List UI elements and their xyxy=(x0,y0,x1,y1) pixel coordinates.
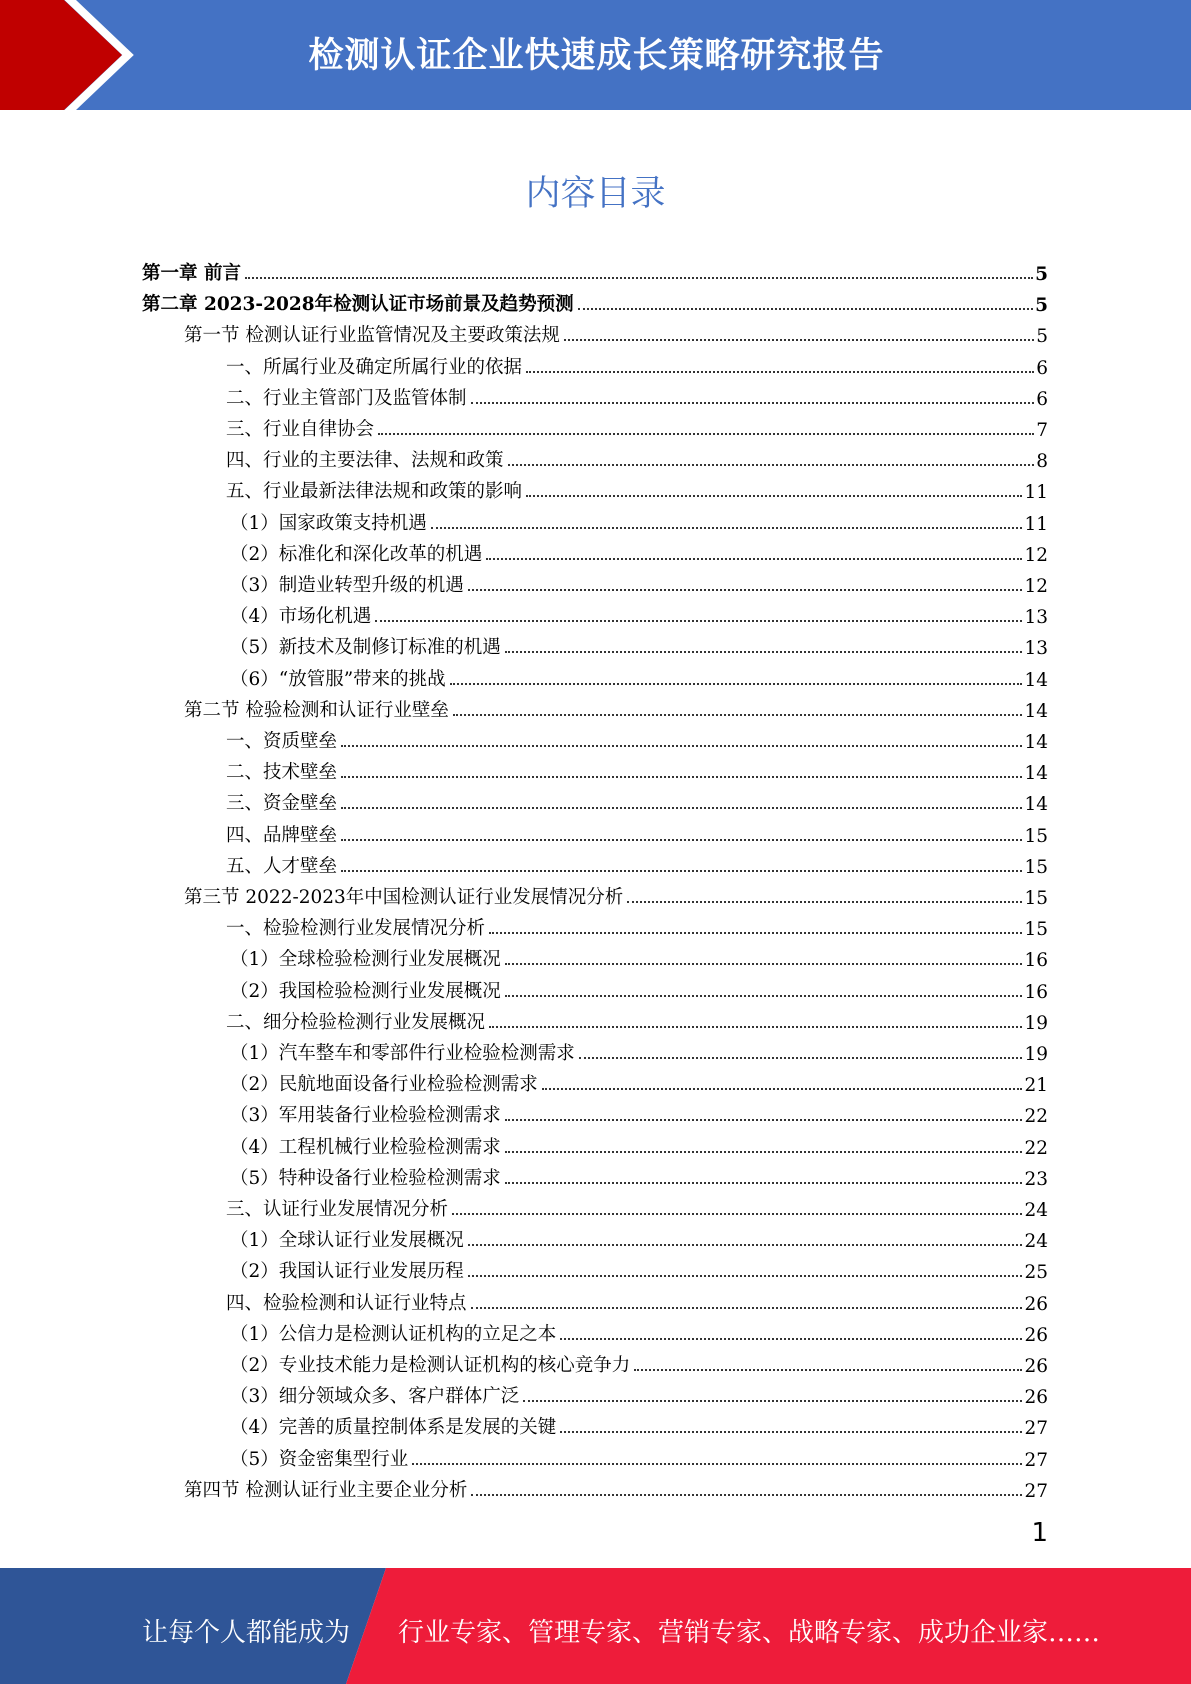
toc-leader-dots xyxy=(578,308,1034,310)
toc-entry[interactable] xyxy=(230,1128,1048,1159)
toc-entry[interactable] xyxy=(230,1096,1048,1127)
toc-leader-dots xyxy=(508,464,1035,466)
toc-entry[interactable] xyxy=(230,1440,1048,1471)
page-header xyxy=(0,0,1191,110)
toc-entry-label: 二、细分检验检测行业发展概况 xyxy=(226,1011,486,1033)
toc-entry[interactable] xyxy=(184,1471,1048,1502)
toc-entry[interactable] xyxy=(230,1065,1048,1096)
toc-leader-dots xyxy=(489,1026,1022,1028)
toc-entry[interactable] xyxy=(226,441,1048,472)
toc-entry-label: （3）军用装备行业检验检测需求 xyxy=(230,1105,501,1127)
toc-entry[interactable] xyxy=(230,628,1048,659)
toc-entry-label: 第一章 前言 xyxy=(142,263,241,284)
toc-entry-label: 四、品牌壁垒 xyxy=(226,824,338,846)
toc-entry-label: （1）国家政策支持机遇 xyxy=(230,512,427,534)
toc-entry-label: 三、认证行业发展情况分析 xyxy=(226,1199,449,1220)
toc-entry-page: 6 xyxy=(1036,388,1048,410)
toc-entry-page: 15 xyxy=(1024,919,1048,941)
toc-entry-label: （5）资金密集型行业 xyxy=(230,1448,409,1470)
toc-entry-page: 22 xyxy=(1024,1137,1048,1159)
report-title: 检测认证企业快速成长策略研究报告 xyxy=(308,36,885,76)
toc-entry-label: 四、检验检测和认证行业特点 xyxy=(226,1292,467,1314)
toc-entry-page: 14 xyxy=(1024,669,1048,691)
toc-entry-page: 16 xyxy=(1024,950,1048,972)
toc-entry-page: 14 xyxy=(1024,700,1048,722)
toc-entry-page: 5 xyxy=(1035,295,1048,317)
toc-leader-dots xyxy=(341,776,1022,778)
toc-entry-page: 12 xyxy=(1024,576,1048,597)
toc-leader-dots xyxy=(468,1244,1023,1246)
toc-leader-dots xyxy=(564,339,1034,341)
toc-entry[interactable] xyxy=(226,816,1048,847)
toc-entry-label: （5）特种设备行业检验检测需求 xyxy=(230,1167,501,1189)
toc-leader-dots xyxy=(471,1494,1022,1496)
toc-entry-page: 27 xyxy=(1024,1480,1048,1502)
toc-leader-dots xyxy=(560,1338,1022,1340)
toc-entry[interactable] xyxy=(184,316,1048,347)
toc-entry-label: （4）市场化机遇 xyxy=(230,606,372,628)
toc-leader-dots xyxy=(468,589,1023,591)
toc-entry[interactable] xyxy=(226,472,1048,503)
toc-entry-label: （5）新技术及制修订标准的机遇 xyxy=(230,637,501,659)
toc-leader-dots xyxy=(452,1213,1022,1215)
toc-leader-dots xyxy=(526,495,1022,497)
toc-leader-dots xyxy=(505,995,1023,997)
toc-entry-label: （1）全球认证行业发展概况 xyxy=(230,1230,464,1252)
toc-leader-dots xyxy=(523,1400,1022,1402)
toc-entry-page: 11 xyxy=(1024,513,1048,535)
toc-entry-label: （2）民航地面设备行业检验检测需求 xyxy=(230,1074,538,1096)
toc-entry[interactable] xyxy=(226,410,1048,441)
toc-entry[interactable] xyxy=(184,691,1048,722)
toc-entry-page: 8 xyxy=(1036,451,1048,473)
toc-leader-dots xyxy=(471,402,1035,404)
toc-entry-label: （3）制造业转型升级的机遇 xyxy=(230,575,464,596)
footer-slogan-right: 行业专家、管理专家、营销专家、战略专家、成功企业家…… xyxy=(398,1618,1101,1648)
toc-entry[interactable] xyxy=(226,847,1048,878)
toc-entry-page: 7 xyxy=(1036,420,1048,441)
toc-leader-dots xyxy=(505,1151,1023,1153)
toc-leader-dots xyxy=(341,839,1022,841)
page-number: 1 xyxy=(1031,1518,1048,1548)
toc-leader-dots xyxy=(450,683,1023,685)
toc-entry-label: 五、行业最新法律法规和政策的影响 xyxy=(226,481,523,503)
toc-entry-label: 二、行业主管部门及监管体制 xyxy=(226,387,467,409)
toc-entry-page: 13 xyxy=(1024,638,1048,660)
toc-entry-page: 6 xyxy=(1036,357,1048,379)
toc-entry-label: （1）全球检验检测行业发展概况 xyxy=(230,949,501,971)
toc-entry[interactable] xyxy=(184,878,1048,909)
toc-leader-dots xyxy=(526,371,1034,373)
toc-entry-label: 一、资质壁垒 xyxy=(226,731,338,752)
toc-entry-page: 27 xyxy=(1024,1449,1048,1471)
toc-leader-dots xyxy=(627,901,1022,903)
toc-entry-page: 19 xyxy=(1024,1044,1048,1065)
toc-entry-page: 22 xyxy=(1024,1106,1048,1128)
page-footer xyxy=(0,1568,1191,1684)
toc-entry-page: 23 xyxy=(1024,1168,1048,1190)
toc-entry-label: （4）完善的质量控制体系是发展的关键 xyxy=(230,1417,557,1439)
toc-entry-label: 第一节 检测认证行业监管情况及主要政策法规 xyxy=(184,325,560,347)
toc-entry-page: 24 xyxy=(1024,1200,1048,1221)
toc-entry-label: （3）细分领域众多、客户群体广泛 xyxy=(230,1386,520,1408)
toc-entry-label: （4）工程机械行业检验检测需求 xyxy=(230,1136,501,1158)
toc-entry-page: 14 xyxy=(1024,732,1048,753)
toc-leader-dots xyxy=(453,714,1023,716)
toc-entry[interactable] xyxy=(226,753,1048,784)
toc-entry-label: （6）“放管服”带来的挑战 xyxy=(230,668,446,690)
toc-entry[interactable] xyxy=(230,1408,1048,1439)
toc-entry[interactable] xyxy=(226,1003,1048,1034)
toc-leader-dots xyxy=(489,932,1022,934)
toc-leader-dots xyxy=(431,527,1023,529)
toc-leader-dots xyxy=(579,1057,1023,1059)
toc-entry-page: 21 xyxy=(1024,1075,1048,1097)
toc-leader-dots xyxy=(412,1463,1022,1465)
toc-entry[interactable] xyxy=(230,1034,1048,1065)
toc-entry-label: （2）标准化和深化改革的机遇 xyxy=(230,543,483,565)
toc-entry[interactable] xyxy=(230,1346,1048,1377)
toc-entry-label: （1）汽车整车和零部件行业检验检测需求 xyxy=(230,1043,575,1064)
toc-entry-page: 14 xyxy=(1024,763,1048,785)
toc-leader-dots xyxy=(505,963,1023,965)
toc-leader-dots xyxy=(486,558,1022,560)
toc-entry-page: 26 xyxy=(1024,1324,1048,1346)
toc-entry[interactable] xyxy=(230,1221,1048,1252)
toc-entry[interactable] xyxy=(230,597,1048,628)
toc-leader-dots xyxy=(560,1431,1022,1433)
footer-slogan-left: 让每个人都能成为 xyxy=(142,1618,351,1648)
toc-entry[interactable] xyxy=(230,504,1048,535)
toc-entry-label: （2）我国认证行业发展历程 xyxy=(230,1261,464,1283)
toc-entry-page: 25 xyxy=(1024,1262,1048,1284)
toc-entry-page: 27 xyxy=(1024,1418,1048,1440)
toc-entry-label: 一、所属行业及确定所属行业的依据 xyxy=(226,356,523,378)
toc-entry-page: 24 xyxy=(1024,1231,1048,1253)
toc-entry[interactable] xyxy=(226,1284,1048,1315)
toc-entry-label: （1）公信力是检测认证机构的立足之本 xyxy=(230,1323,557,1345)
toc-entry-label: 三、行业自律协会 xyxy=(226,419,375,440)
toc-entry-page: 26 xyxy=(1024,1356,1048,1377)
toc-leader-dots xyxy=(471,1307,1023,1309)
toc-entry[interactable] xyxy=(226,1190,1048,1221)
toc-entry-page: 5 xyxy=(1036,326,1048,348)
toc-entry-label: （2）专业技术能力是检测认证机构的核心竞争力 xyxy=(230,1355,631,1376)
toc-heading: 内容目录 xyxy=(525,174,666,214)
toc-leader-dots xyxy=(375,620,1022,622)
toc-entry-page: 5 xyxy=(1035,264,1048,285)
toc-entry[interactable] xyxy=(230,972,1048,1003)
toc-entry-page: 19 xyxy=(1024,1012,1048,1034)
toc-leader-dots xyxy=(505,651,1023,653)
toc-entry[interactable] xyxy=(226,722,1048,753)
toc-entry-page: 11 xyxy=(1024,482,1048,504)
toc-leader-dots xyxy=(341,870,1022,872)
toc-leader-dots xyxy=(634,1369,1022,1371)
toc-entry-page: 26 xyxy=(1024,1387,1048,1409)
toc-entry[interactable] xyxy=(230,1377,1048,1408)
toc-entry-page: 15 xyxy=(1024,888,1048,909)
toc-entry[interactable] xyxy=(142,254,1048,285)
toc-entry[interactable] xyxy=(230,566,1048,597)
toc-entry-label: 第二节 检验检测和认证行业壁垒 xyxy=(184,699,449,721)
toc-entry-page: 12 xyxy=(1024,544,1048,566)
toc-leader-dots xyxy=(505,1182,1023,1184)
toc-entry[interactable] xyxy=(230,660,1048,691)
toc-entry-page: 16 xyxy=(1024,981,1048,1003)
toc-entry[interactable] xyxy=(226,379,1048,410)
toc-entry-label: 三、资金壁垒 xyxy=(226,793,338,815)
toc-entry-page: 26 xyxy=(1024,1293,1048,1315)
toc-entry-label: 五、人才壁垒 xyxy=(226,855,338,877)
toc-leader-dots xyxy=(505,1119,1023,1121)
toc-entry[interactable] xyxy=(230,940,1048,971)
toc-entry[interactable] xyxy=(230,535,1048,566)
toc-entry[interactable] xyxy=(226,909,1048,940)
toc-leader-dots xyxy=(245,277,1033,279)
toc-entry-label: 第四节 检测认证行业主要企业分析 xyxy=(184,1479,468,1501)
toc-entry-page: 13 xyxy=(1024,607,1048,629)
toc-entry[interactable] xyxy=(230,1315,1048,1346)
toc-entry-label: （2）我国检验检测行业发展概况 xyxy=(230,980,501,1002)
toc-entry[interactable] xyxy=(226,348,1048,379)
toc-leader-dots xyxy=(378,433,1034,435)
toc-entry[interactable] xyxy=(230,1159,1048,1190)
toc-entry[interactable] xyxy=(226,784,1048,815)
toc-entry[interactable] xyxy=(230,1252,1048,1283)
toc-entry-label: 一、检验检测行业发展情况分析 xyxy=(226,918,486,940)
toc-leader-dots xyxy=(542,1088,1023,1090)
toc-leader-dots xyxy=(341,807,1022,809)
toc-leader-dots xyxy=(468,1275,1023,1277)
toc-entry-page: 14 xyxy=(1024,794,1048,816)
toc-entry-label: 四、行业的主要法律、法规和政策 xyxy=(226,450,504,472)
toc-entry-label: 第三节 2022-2023年中国检测认证行业发展情况分析 xyxy=(184,887,624,908)
toc-entry-label: 二、技术壁垒 xyxy=(226,762,338,784)
toc-entry-page: 15 xyxy=(1024,825,1048,847)
toc-entry-page: 15 xyxy=(1024,856,1048,878)
toc-leader-dots xyxy=(341,745,1022,747)
toc-entry-label: 第二章 2023-2028年检测认证市场前景及趋势预测 xyxy=(142,294,574,316)
toc-entry[interactable] xyxy=(142,285,1048,316)
